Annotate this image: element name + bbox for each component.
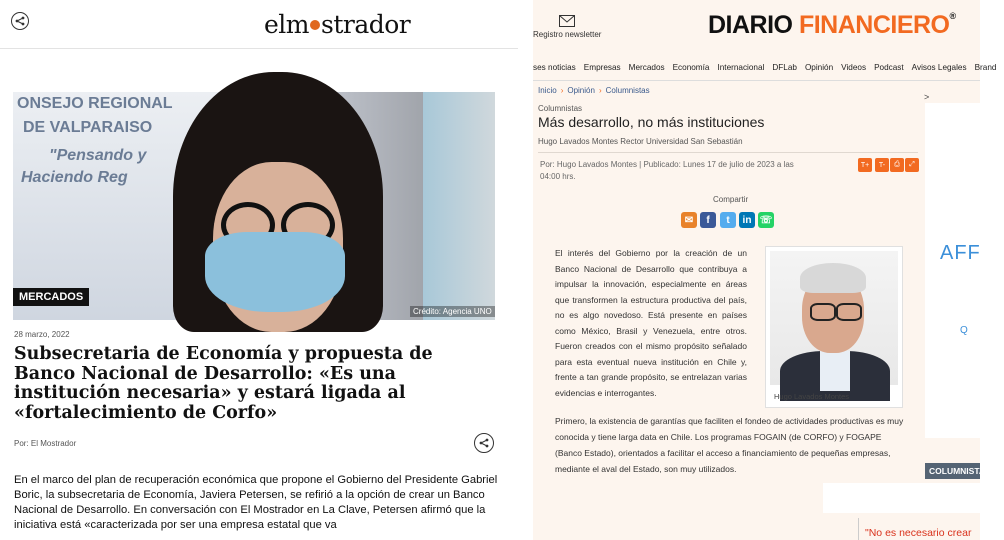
- nav-item[interactable]: DFLab: [772, 63, 797, 72]
- author-photo: [770, 251, 898, 385]
- nav-item[interactable]: Podcast: [874, 63, 904, 72]
- article-body: En el marco del plan de recuperación económica que propone el Gobierno del Presidente Gabriel Boric, la subsecretaria de Economía, Javiera Petersen, se refirió a la opción de crear un Banco Nacional de Desarrollo. En conversación con El Mostrador en La Clave, Petersen afirmó que la iniciativa está «caracterizada por ser una empresa estatal que va: [14, 474, 498, 531]
- logo-text-2: strador: [321, 10, 411, 39]
- logo-text-1: DIARIO: [708, 11, 799, 39]
- print-button[interactable]: ⎙: [890, 158, 904, 172]
- article-headline: Subsecretaria de Economía y propuesta de Banco Nacional de Desarrollo: «Es una institución necesaria» y estará ligada al «fortalecimiento de Corfo»: [14, 344, 433, 423]
- article-date: 28 marzo, 2022: [14, 330, 70, 339]
- article-meta: Por: Hugo Lavados Montes | Publicado: Lunes 17 de julio de 2023 a las 04:00 hrs.: [540, 160, 794, 181]
- related-card[interactable]: [823, 483, 980, 513]
- article-byline: Por: El Mostrador: [14, 439, 77, 448]
- whatsapp-share-icon[interactable]: ☏: [758, 212, 774, 228]
- article-share-icon[interactable]: [474, 433, 494, 453]
- nav-item[interactable]: Mercados: [628, 63, 665, 72]
- logo-text-2: FINANCIERO: [798, 11, 950, 39]
- nav-item[interactable]: Empresas: [583, 63, 621, 72]
- breadcrumb-item[interactable]: Opinión: [567, 86, 595, 95]
- diariofinanciero-panel: [533, 0, 997, 540]
- sign-line-3: "Pensando y: [49, 147, 147, 164]
- portrait-glasses-left: [810, 303, 836, 321]
- author-portrait-card: [765, 246, 903, 408]
- advertisement[interactable]: [925, 103, 980, 438]
- nav-item[interactable]: Videos: [841, 63, 867, 72]
- logo-dot-icon: [310, 20, 320, 30]
- nav-item[interactable]: ses noticias: [533, 63, 576, 72]
- site-header: [0, 0, 518, 49]
- nav-item[interactable]: Avisos Legales: [911, 63, 967, 72]
- portrait-caption: Hugo Lavados Montes: [774, 392, 850, 401]
- sign-line-1: ONSEJO REGIONAL: [17, 95, 173, 112]
- category-badge[interactable]: MERCADOS: [13, 288, 89, 306]
- share-icon[interactable]: [11, 12, 29, 30]
- divider: [858, 518, 859, 540]
- related-headline[interactable]: "No es necesario crear: [865, 527, 972, 539]
- share-label: Compartir: [713, 195, 749, 204]
- nav-divider: [533, 80, 980, 81]
- article-title: Más desarrollo, no más instituciones: [538, 114, 765, 130]
- facebook-share-icon[interactable]: f: [700, 212, 716, 228]
- registered-icon: ®: [949, 11, 956, 21]
- nav-item[interactable]: Brand: [974, 63, 997, 72]
- chevron-right-icon: ›: [560, 86, 564, 95]
- portrait-shirt: [820, 351, 850, 391]
- logo-text-1: elm: [264, 10, 309, 39]
- chevron-right-icon: ›: [598, 86, 602, 95]
- site-logo[interactable]: [708, 11, 956, 40]
- ad-text-small: Q: [960, 325, 968, 336]
- sign-line-4: Haciendo Reg: [21, 169, 128, 186]
- arrow-right-icon[interactable]: >: [924, 92, 930, 102]
- breadcrumb: [538, 86, 650, 95]
- font-increase-button[interactable]: T+: [858, 158, 872, 172]
- breadcrumb-item[interactable]: Columnistas: [605, 86, 650, 95]
- nav-item[interactable]: Internacional: [717, 63, 765, 72]
- ad-text: AFF: [940, 242, 981, 264]
- photo-background-flag: [423, 92, 495, 320]
- linkedin-share-icon[interactable]: in: [739, 212, 755, 228]
- portrait-glasses-right: [836, 303, 862, 321]
- divider: [538, 152, 918, 153]
- email-share-icon[interactable]: ✉: [681, 212, 697, 228]
- article-category: Columnistas: [538, 104, 583, 113]
- main-nav: [533, 63, 997, 72]
- nav-item[interactable]: Opinión: [804, 63, 834, 72]
- photo-person-mask: [205, 232, 345, 312]
- font-decrease-button[interactable]: T-: [875, 158, 889, 172]
- article-author: Hugo Lavados Montes Rector Universidad San Sebastián: [538, 137, 743, 146]
- article-paragraph-2: Primero, la existencia de garantías que faciliten el fondeo de actividades productivas es muy conocida y tiene larga data en Chile. Los programas FOGAIN (de CORFO) y FOGAPE (Banco Estado), orientados a facilitar el acceso a financiamiento de pequeñas empresas, mediante el aval del Estado, son muy utilizados.: [555, 416, 904, 474]
- site-logo[interactable]: [264, 10, 410, 39]
- photo-credit: Crédito: Agencia UNO: [410, 306, 495, 317]
- portrait-hair: [800, 263, 866, 293]
- article-photo: [13, 92, 495, 320]
- columnists-tag[interactable]: COLUMNISTAS: [925, 463, 980, 479]
- breadcrumb-item[interactable]: Inicio: [538, 86, 557, 95]
- expand-button[interactable]: ⤢: [905, 158, 919, 172]
- article-paragraph-1: El interés del Gobierno por la creación de un Banco Nacional de Desarrollo que contribuya a impulsar la innovación, especialmente en áreas que transformen la estructura productiva del país, no es algo novedoso. Está presente en países como México, Brasil y Venezuela, entre otros. Fueron creados con el mismo propósito señalado para esta eventual nueva institución en Chile y, frente a tan grande propósito, se entrelazan varias evidencias e interrogantes.: [555, 248, 747, 398]
- sign-line-2: DE VALPARAISO: [23, 119, 153, 136]
- twitter-share-icon[interactable]: t: [720, 212, 736, 228]
- nav-item[interactable]: Economía: [672, 63, 710, 72]
- newsletter-link[interactable]: Registro newsletter: [533, 30, 602, 39]
